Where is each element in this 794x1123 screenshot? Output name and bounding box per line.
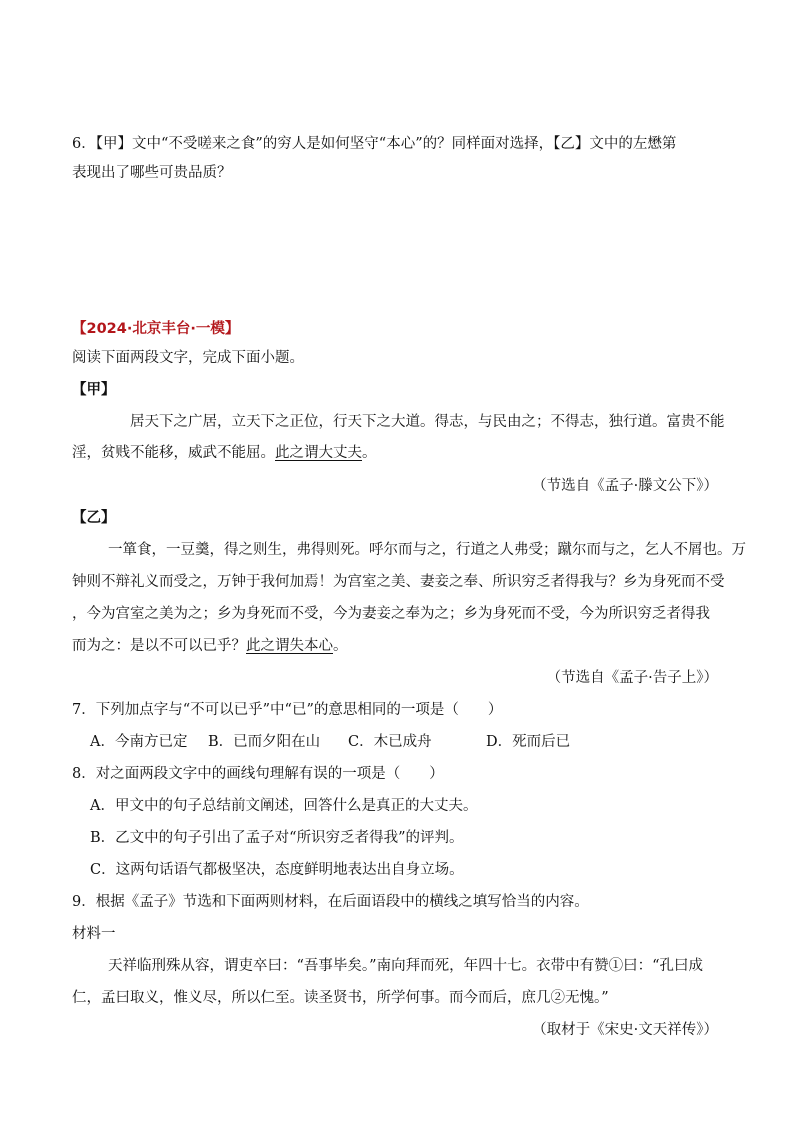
question-7-stem: 7．下列加点字与“不可以已乎”中“已”的意思相同的一项是（ ） xyxy=(72,702,503,718)
passage-yi-line-3: ，今为宫室之美为之；乡为身死而不受，今为妻妾之奉为之；乡为身死而不受，今为所识穷乏者得我 xyxy=(72,606,710,622)
passage-yi-label: 【乙】 xyxy=(72,509,116,526)
passage-jia-label: 【甲】 xyxy=(72,381,116,398)
passage-yi-source: （节选自《孟子·告子上》） xyxy=(546,670,718,686)
source-tag: 【2024·北京丰台·一模】 xyxy=(72,321,240,337)
passage-jia-line-2-end: 。 xyxy=(362,445,377,461)
passage-jia-line-1: 居天下之广居，立天下之正位，行天下之大道。得志，与民由之；不得志，独行道。富贵不能 xyxy=(130,414,725,430)
passage-jia-line-2 xyxy=(72,443,377,463)
underlined-sentence-yi: 此之谓失本心 xyxy=(246,638,333,654)
reading-instruction: 阅读下面两段文字，完成下面小题。 xyxy=(72,350,304,366)
question-7-option-a: A．今南方已定 xyxy=(90,734,188,750)
question-9-stem: 9．根据《孟子》节选和下面两则材料，在后面语段中的横线之填写恰当的内容。 xyxy=(72,894,589,910)
material-one-line-2: 仁，孟曰取义，惟义尽，所以仁至。读圣贤书，所学何事。而今而后，庶几②无愧。” xyxy=(72,990,609,1006)
question-6-line-2: 表现出了哪些可贵品质？ xyxy=(72,165,232,181)
question-7-option-b: B．已而夕阳在山 xyxy=(208,734,321,750)
underlined-sentence-jia: 此之谓大丈夫 xyxy=(275,445,362,461)
question-8-stem: 8．对之面两段文字中的画线句理解有误的一项是（ ） xyxy=(72,766,444,782)
passage-yi-line-2: 钟则不辩礼义而受之，万钟于我何加焉！为宫室之美、妻妾之奉、所识穷乏者得我与？乡为身死而不受 xyxy=(72,574,725,590)
material-one-source: （取材于《宋史·文天祥传》） xyxy=(532,1022,718,1038)
question-7-option-d: D．死而后已 xyxy=(486,734,571,750)
question-6-line-1: 6．【甲】文中“不受嗟来之食”的穷人是如何坚守“本心”的？同样面对选择，【乙】文中的左懋第 xyxy=(72,136,677,152)
passage-yi-line-4-end: 。 xyxy=(333,638,348,654)
passage-yi-line-1: 一箪食，一豆羹，得之则生，弗得则死。呼尔而与之，行道之人弗受；蹴尔而与之，乞人不屑也。万 xyxy=(108,542,746,558)
passage-jia-source: （节选自《孟子·滕文公下》） xyxy=(532,478,718,494)
question-8-option-a: A．甲文中的句子总结前文阐述，回答什么是真正的大丈夫。 xyxy=(90,798,478,814)
material-one-line-1: 天祥临刑殊从容，谓吏卒曰：“吾事毕矣。”南向拜而死，年四十七。衣带中有赞①曰：“孔曰成 xyxy=(108,958,703,974)
material-one-label: 材料一 xyxy=(72,926,116,942)
question-8-option-b: B．乙文中的句子引出了孟子对“所识穷乏者得我”的评判。 xyxy=(90,830,464,846)
passage-yi-line-4 xyxy=(72,636,348,656)
passage-jia-line-2-text: 淫，贫贱不能移，威武不能屈。 xyxy=(72,445,275,461)
passage-yi-line-4-text: 而为之：是以不可以已乎？ xyxy=(72,638,246,654)
question-8-option-c: C．这两句话语气都极坚决，态度鲜明地表达出自身立场。 xyxy=(90,862,464,878)
question-7-option-c: C．木已成舟 xyxy=(348,734,432,750)
